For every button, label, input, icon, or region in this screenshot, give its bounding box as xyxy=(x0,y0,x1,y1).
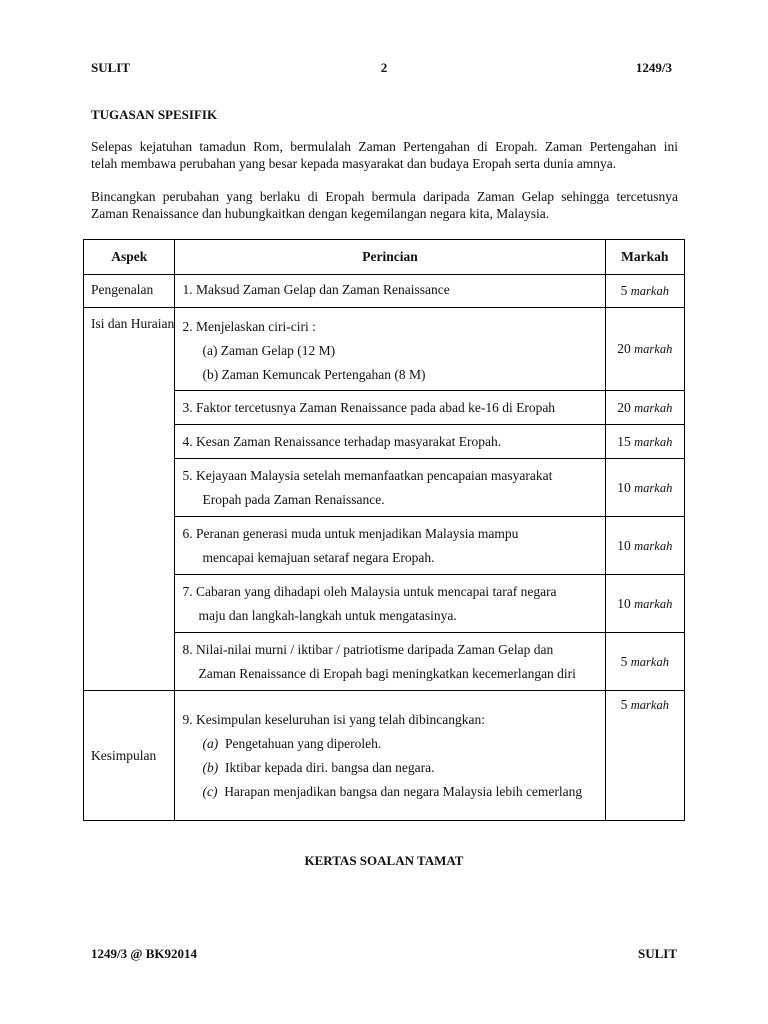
task-line-1: Bincangkan perubahan yang berlaku di Eropah bermula daripada Zaman Gelap sehingga tercetusnya xyxy=(91,189,678,204)
footer-left: 1249/3 @ BK92014 xyxy=(91,946,197,961)
subitem-c: (c) Harapan menjadikan bangsa dan negara Malaysia lebih cemerlang xyxy=(202,783,583,799)
intro-line-2: telah membawa perubahan yang besar kepada masyarakat dan budaya Eropah serta dunia amnya. xyxy=(91,156,617,171)
header-markah: Markah xyxy=(605,240,684,275)
mark-cell: 10 markah xyxy=(605,459,684,517)
mark-cell: 10 markah xyxy=(605,517,684,575)
table-row xyxy=(84,308,685,391)
task-paragraph xyxy=(91,188,678,222)
closing-text: KERTAS SOALAN TAMAT xyxy=(304,853,464,868)
mark-cell: 5 markah xyxy=(605,633,684,691)
header-right: 1249/3 xyxy=(635,60,672,75)
detail-cell: 8. Nilai-nilai murni / iktibar / patriotisme daripada Zaman Gelap dan Zaman Renaissance di Eropah bagi meningkatkan kecemerlangan diri xyxy=(175,633,605,691)
mark-cell: 10 markah xyxy=(605,575,684,633)
mark-cell: 20 markah xyxy=(605,308,684,391)
intro-line-1: Selepas kejatuhan tamadun Rom, bermulalah Zaman Pertengahan di Eropah. Zaman Pertengahan ini xyxy=(91,139,678,154)
header-left: SULIT xyxy=(91,60,131,75)
detail-cell: 5. Kejayaan Malaysia setelah memanfaatkan pencapaian masyarakat Eropah pada Zaman Renaissance. xyxy=(175,459,605,517)
aspek-cell: Pengenalan xyxy=(84,275,175,308)
detail-cell: 4. Kesan Zaman Renaissance terhadap masyarakat Eropah. xyxy=(175,425,605,459)
footer-right: SULIT xyxy=(637,946,677,961)
table-header-row xyxy=(84,240,685,275)
detail-cell: 1. Maksud Zaman Gelap dan Zaman Renaissance xyxy=(175,275,605,308)
aspek-cell: Kesimpulan xyxy=(84,691,175,821)
mark-cell: 15 markah xyxy=(605,425,684,459)
intro-paragraph xyxy=(91,138,678,172)
detail-cell: 3. Faktor tercetusnya Zaman Renaissance pada abad ke-16 di Eropah xyxy=(175,391,605,425)
detail-cell: 7. Cabaran yang dihadapi oleh Malaysia untuk mencapai taraf negara maju dan langkah-langkah untuk mengatasinya. xyxy=(175,575,605,633)
header-perincian: Perincian xyxy=(175,240,605,275)
rubric-table xyxy=(83,239,685,821)
mark-cell: 5 markah xyxy=(605,275,684,308)
subitem-a: (a) Pengetahuan yang diperoleh. xyxy=(202,735,382,751)
mark-cell: 5 markah xyxy=(605,691,684,821)
header-aspek: Aspek xyxy=(84,240,175,275)
page-title: TUGASAN SPESIFIK xyxy=(91,107,218,122)
table-row xyxy=(84,275,685,308)
aspek-cell: Isi dan Huraian xyxy=(84,308,175,691)
task-line-2: Zaman Renaissance dan hubungkaitkan dengan kegemilangan negara kita, Malaysia. xyxy=(91,206,550,221)
detail-cell: 9. Kesimpulan keseluruhan isi yang telah dibincangkan: (a) Pengetahuan yang diperoleh. (b) Iktibar kepada diri. bangsa dan negara. (c) Harapan menjadikan bangsa dan negara Malaysia lebih cemerlang xyxy=(175,691,605,821)
page-number: 2 xyxy=(380,60,388,75)
detail-cell: 2. Menjelaskan ciri-ciri : (a) Zaman Gelap (12 M) (b) Zaman Kemuncak Pertengahan (8 M) xyxy=(175,308,605,391)
table-row xyxy=(84,691,685,821)
mark-cell: 20 markah xyxy=(605,391,684,425)
subitem-b: (b) Iktibar kepada diri. bangsa dan negara. xyxy=(202,759,435,775)
detail-cell: 6. Peranan generasi muda untuk menjadikan Malaysia mampu mencapai kemajuan setaraf negara Eropah. xyxy=(175,517,605,575)
